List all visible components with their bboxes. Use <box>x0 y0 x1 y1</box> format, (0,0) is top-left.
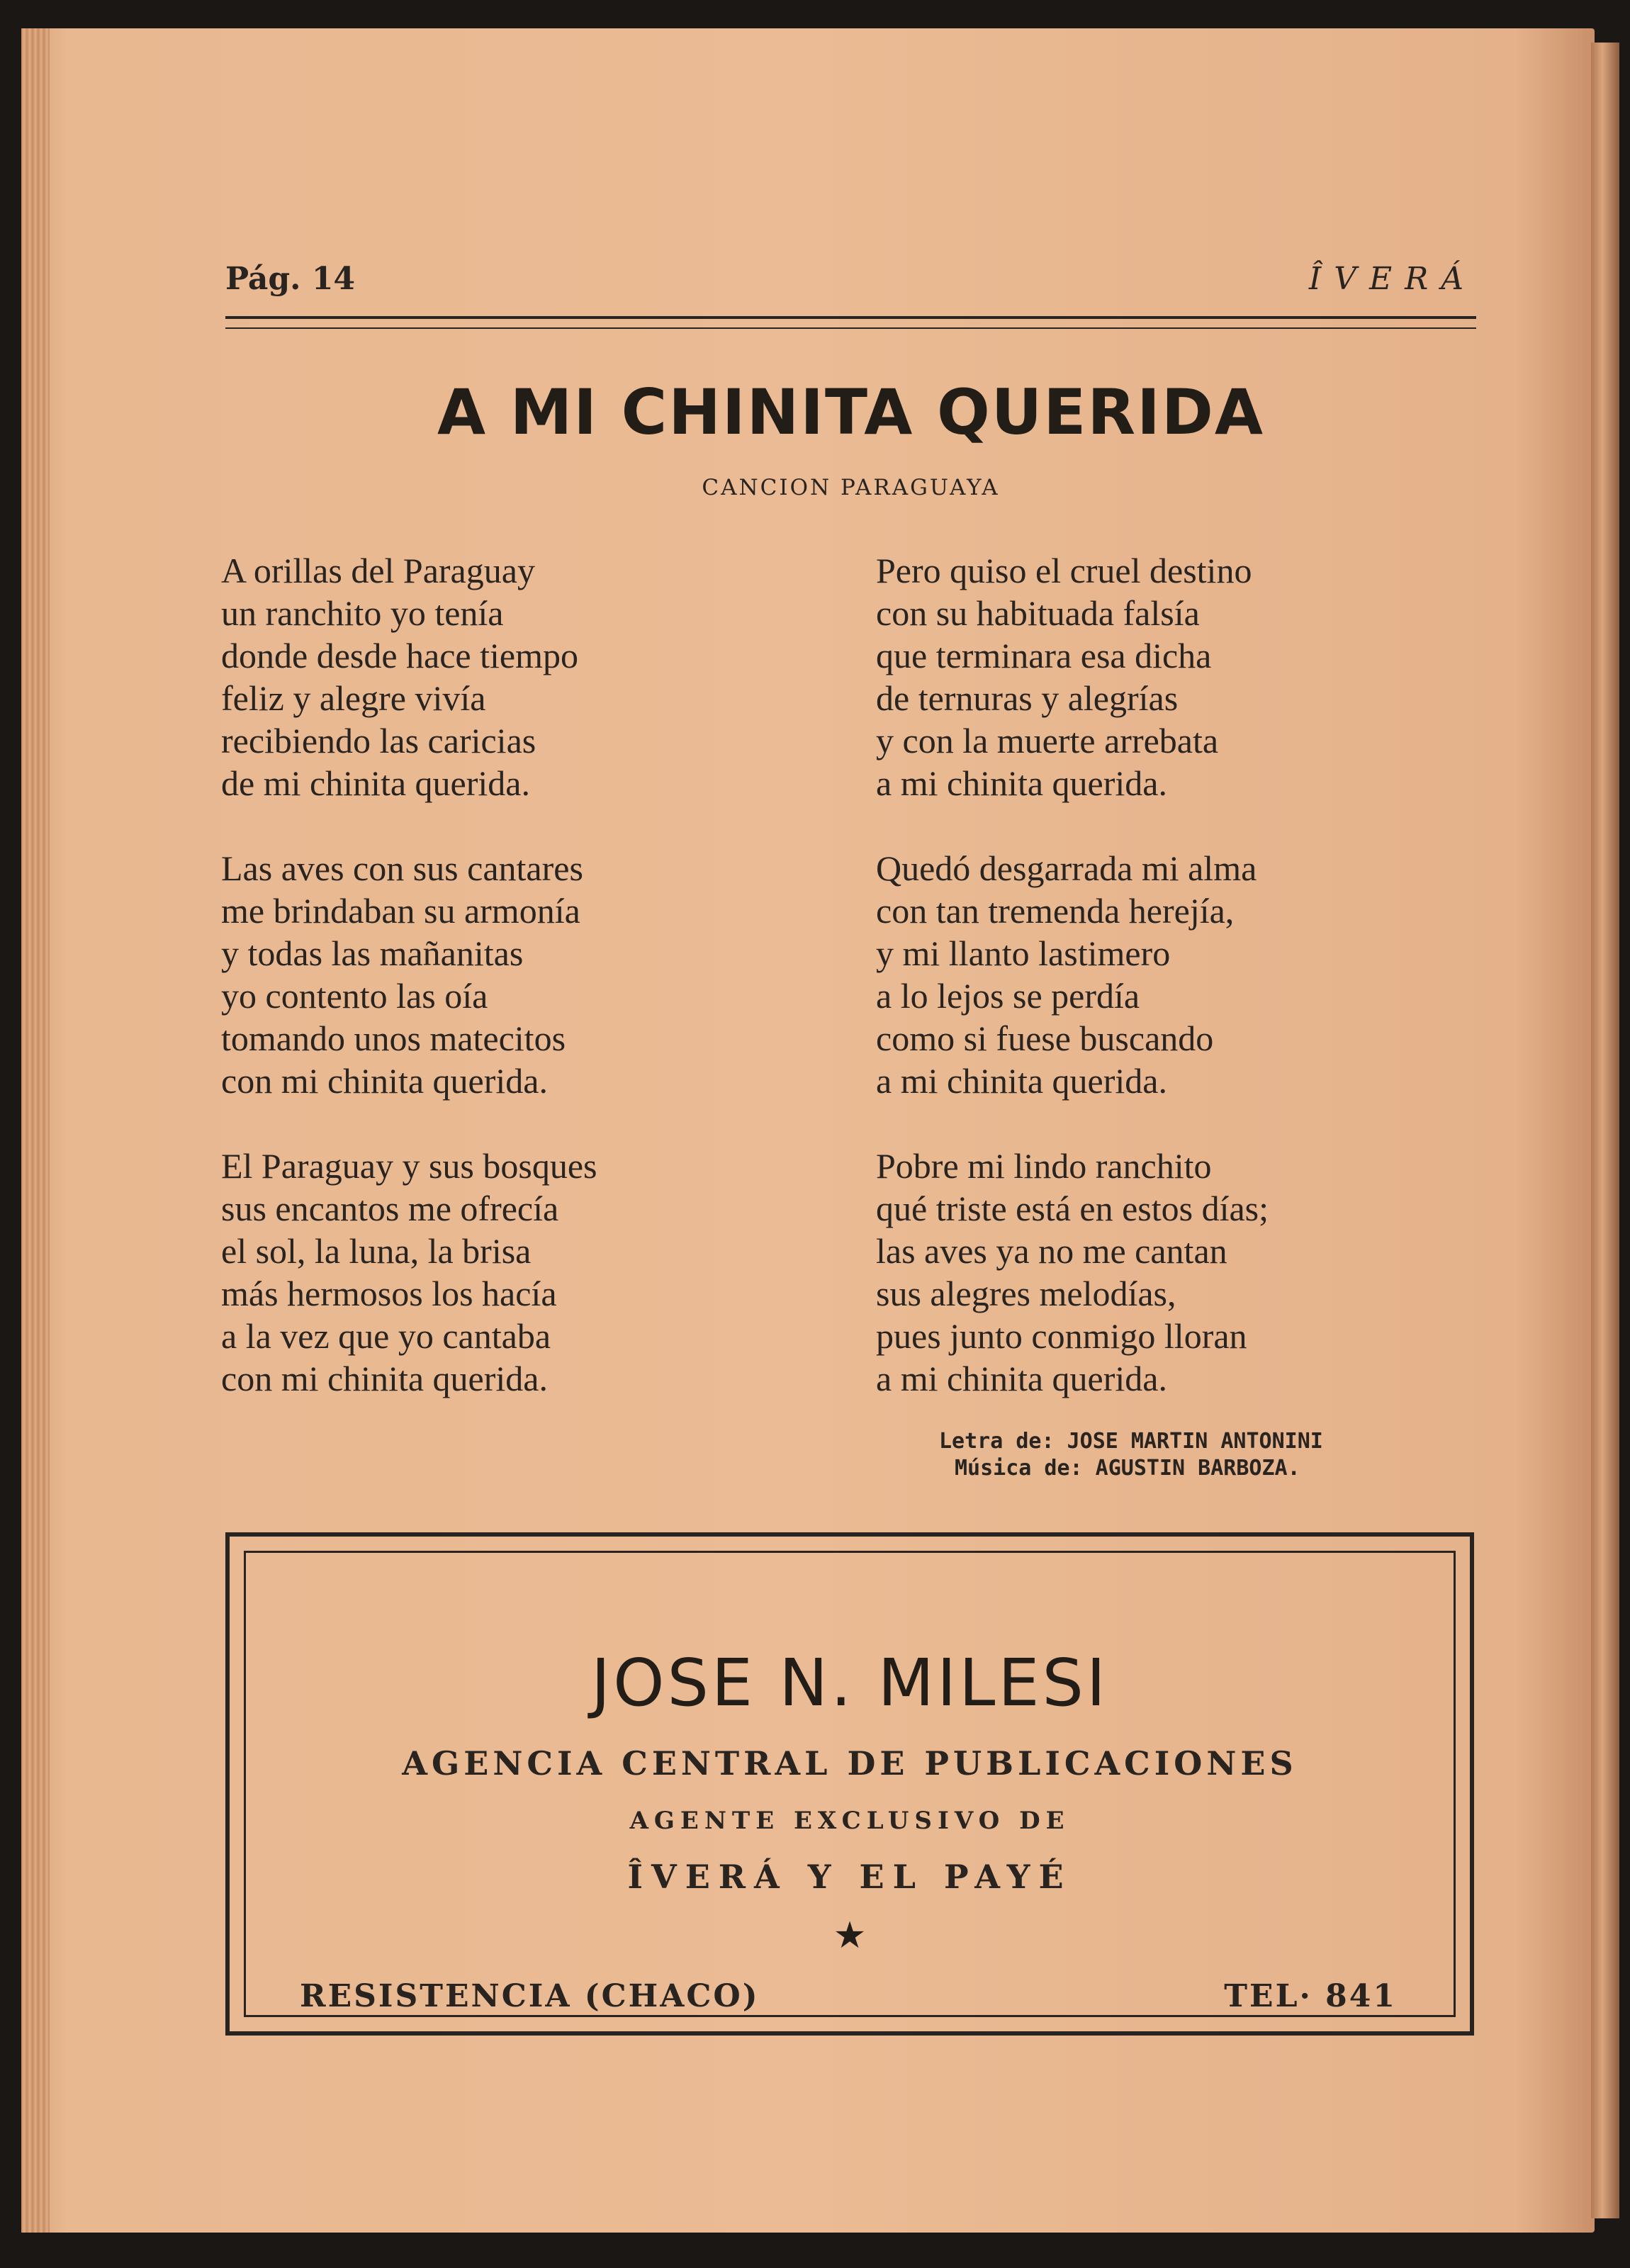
star-icon: ★ <box>833 1914 867 1957</box>
advertiser-name: JOSE N. MILESI <box>590 1645 1109 1721</box>
advertisement-inner-border <box>244 1551 1456 2017</box>
verse-line: como si fuese buscando <box>876 1018 1214 1058</box>
verse-line: a mi chinita querida. <box>876 1061 1167 1101</box>
verse-line: me brindaban su armonía <box>221 891 580 931</box>
page-stack-edge-left <box>21 28 50 2233</box>
stanza <box>221 1145 809 1400</box>
lyrics-credit: Letra de: JOSE MARTIN ANTONINI <box>939 1429 1323 1454</box>
page-number: Pág. 14 <box>225 261 356 297</box>
agency-line: AGENCIA CENTRAL DE PUBLICACIONES <box>402 1744 1298 1783</box>
verse-line: a mi chinita querida. <box>876 1359 1167 1398</box>
poem-column-left <box>221 549 809 1442</box>
verse-line: con mi chinita querida. <box>221 1061 548 1101</box>
stanza <box>876 1145 1464 1400</box>
verse-line: feliz y alegre vivía <box>221 678 486 718</box>
verse-line: un ranchito yo tenía <box>221 593 504 633</box>
stanza <box>221 549 809 804</box>
city-line: RESISTENCIA (CHACO) <box>300 1978 760 2014</box>
verse-line: sus encantos me ofrecía <box>221 1189 559 1228</box>
verse-line: a mi chinita querida. <box>876 763 1167 803</box>
page-edge-right <box>1591 43 1619 2218</box>
verse-line: donde desde hace tiempo <box>221 636 578 675</box>
verse-line: El Paraguay y sus bosques <box>221 1146 597 1186</box>
publications-line: ÎVERÁ Y EL PAYÉ <box>627 1858 1072 1896</box>
song-title: A MI CHINITA QUERIDA <box>437 376 1265 449</box>
verse-line: a la vez que yo cantaba <box>221 1316 551 1356</box>
music-credit: Música de: AGUSTIN BARBOZA. <box>955 1456 1300 1481</box>
verse-line: con su habituada falsía <box>876 593 1200 633</box>
verse-line: con mi chinita querida. <box>221 1359 548 1398</box>
advertisement-box <box>225 1532 1474 2036</box>
verse-line: qué triste está en estos días; <box>876 1189 1269 1228</box>
journal-name: ÎVERÁ <box>1308 261 1476 297</box>
verse-line: Las aves con sus cantares <box>221 848 583 888</box>
stanza <box>221 847 809 1102</box>
verse-line: sus alegres melodías, <box>876 1274 1176 1313</box>
verse-line: que terminara esa dicha <box>876 636 1212 675</box>
verse-line: las aves ya no me cantan <box>876 1231 1227 1271</box>
stanza <box>876 847 1464 1102</box>
verse-line: Pero quiso el cruel destino <box>876 551 1252 590</box>
verse-line: y todas las mañanitas <box>221 933 524 973</box>
verse-line: pues junto conmigo lloran <box>876 1316 1247 1356</box>
verse-line: el sol, la luna, la brisa <box>221 1231 532 1271</box>
verse-line: de mi chinita querida. <box>221 763 530 803</box>
exclusive-agent-line: AGENTE EXCLUSIVO DE <box>629 1807 1070 1835</box>
verse-line: recibiendo las caricias <box>221 721 536 760</box>
verse-line: y con la muerte arrebata <box>876 721 1219 760</box>
poem-column-right <box>876 549 1464 1442</box>
verse-line: Pobre mi lindo ranchito <box>876 1146 1212 1186</box>
verse-line: A orillas del Paraguay <box>221 551 535 590</box>
verse-line: más hermosos los hacía <box>221 1274 557 1313</box>
song-credits <box>939 1428 1506 1482</box>
page-header <box>225 261 1476 303</box>
verse-line: Quedó desgarrada mi alma <box>876 848 1257 888</box>
stanza <box>876 549 1464 804</box>
phone-line: TEL· 841 <box>1224 1978 1397 2014</box>
header-rule <box>225 316 1476 329</box>
verse-line: y mi llanto lastimero <box>876 933 1171 973</box>
verse-line: de ternuras y alegrías <box>876 678 1179 718</box>
verse-line: a lo lejos se perdía <box>876 976 1140 1016</box>
verse-line: yo contento las oía <box>221 976 488 1016</box>
verse-line: tomando unos matecitos <box>221 1018 566 1058</box>
verse-line: con tan tremenda herejía, <box>876 891 1235 931</box>
song-subtitle: CANCION PARAGUAYA <box>702 475 1000 500</box>
